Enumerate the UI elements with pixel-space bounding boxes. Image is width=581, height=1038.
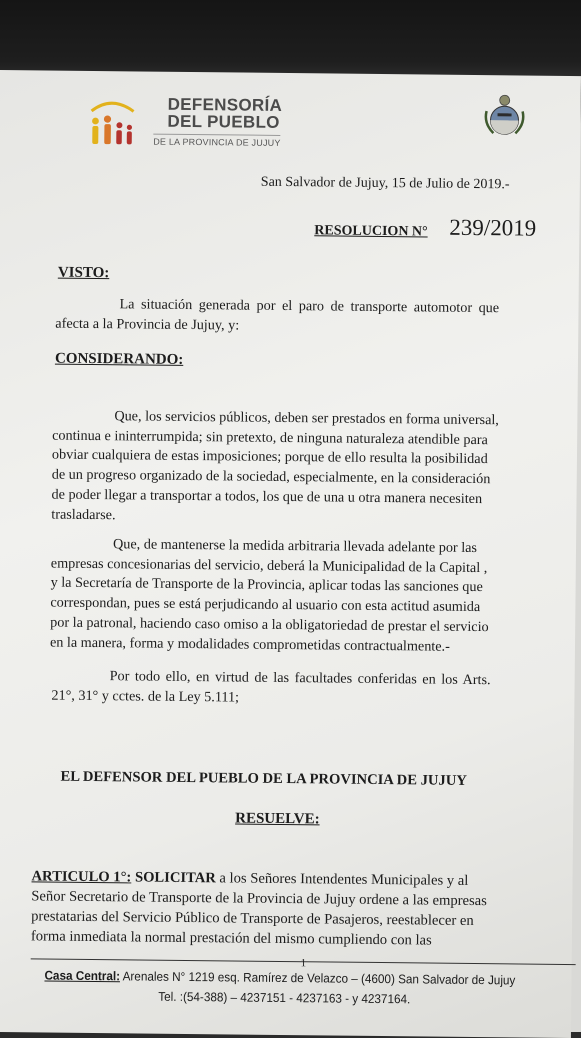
text-line: empresas concesionarias del servicio, deberá la Municipalidad de la Capital ,: [50, 555, 488, 576]
page-number: 1: [300, 957, 307, 970]
text-line: de un progreso organizado de la sociedad, especialmente, en la consideración: [51, 466, 491, 488]
org-name-line1: DEFENSORÍA: [167, 94, 283, 115]
considerando-paragraph-3: [51, 667, 541, 712]
footer-label: Casa Central:: [44, 968, 121, 984]
text-line: por la patronal, haciendo caso omiso a la obligatoriedad de prestar el servicio: [50, 614, 489, 635]
footer-address: Arenales N° 1219 esq. Ramírez de Velazco – (4600) San Salvador de Jujuy: [119, 969, 516, 988]
resuelve-heading: RESUELVE:: [235, 810, 320, 828]
text-line: prestatarias del Servicio Público de Transporte de Pasajeros, reestablecer en: [31, 908, 474, 930]
defensoria-logo-icon: [83, 97, 140, 150]
document-page: [0, 70, 581, 1038]
text-line: de poder llegar a transportar a todos, los que de una u otra manera necesiten: [51, 486, 483, 507]
articulo-1-label: ARTICULO 1°:: [31, 868, 132, 886]
considerando-paragraph-1: [51, 407, 542, 530]
visto-paragraph: [55, 295, 535, 339]
articulo-1-verb: SOLICITAR: [134, 869, 216, 887]
text-line: Señor Secretario de Transporte de la Provincia de Jujuy ordene a las empresas: [31, 888, 487, 910]
org-subtitle: DE LA PROVINCIA DE JUJUY: [153, 134, 280, 148]
footer-address-line: [44, 969, 515, 988]
visto-heading: VISTO:: [57, 264, 110, 282]
text-line: Que, los servicios públicos, deben ser prestados en forma universal,: [114, 408, 499, 429]
text-line: 21°, 31° y cctes. de la Ley 5.111;: [51, 687, 240, 706]
text-line: obviar cualquiera de estas imposiciones; porque de ello resulta la posibilidad: [51, 446, 488, 468]
text-line: en la manera, forma y modalidades comprometidas contractualmente.-: [49, 634, 450, 655]
date-line: San Salvador de Jujuy, 15 de Julio de 2019.-: [260, 174, 510, 193]
text-line: Que, de mantenerse la medida arbitraria llevada adelante por las: [112, 536, 478, 557]
considerando-heading: CONSIDERANDO:: [54, 350, 184, 368]
text-fragment: a los Señores Intendentes Municipales y al: [215, 870, 469, 889]
text-line: La situación generada por el paro de transporte automotor que: [119, 296, 500, 317]
text-line: trasladarse.: [51, 506, 116, 523]
text-line: correspondan, pues se está perjudicando al usuario con esta actitud asumida: [50, 594, 481, 616]
resolution-number: 239/2019: [449, 214, 537, 241]
provincial-shield-icon: [481, 93, 527, 139]
text-line: forma inmediata la normal prestación del mismo cumpliendo con las: [30, 928, 432, 949]
text-line: continua e ininterrumpida; sin pretexto, de ninguna naturaleza atendible para: [52, 427, 488, 448]
considerando-paragraph-2: [50, 535, 541, 658]
org-name-line2: DEL PUEBLO: [167, 111, 280, 132]
org-name: [167, 96, 282, 131]
articulo-1-paragraph: [31, 866, 577, 952]
text-line: y la Secretaría de Transporte de la Provincia, aplicar todas las sanciones que: [50, 574, 483, 596]
resolution-label: RESOLUCION N°: [314, 223, 428, 240]
text-line: afecta a la Provincia de Jujuy, y:: [55, 315, 240, 334]
footer-phones: Tel. :(54-388) – 4237151 - 4237163 - y 4237164.: [158, 989, 411, 1007]
defensor-title: EL DEFENSOR DEL PUEBLO DE LA PROVINCIA DE JUJUY: [60, 768, 467, 789]
text-line: Por todo ello, en virtud de las facultades conferidas en los Arts.: [109, 668, 491, 689]
